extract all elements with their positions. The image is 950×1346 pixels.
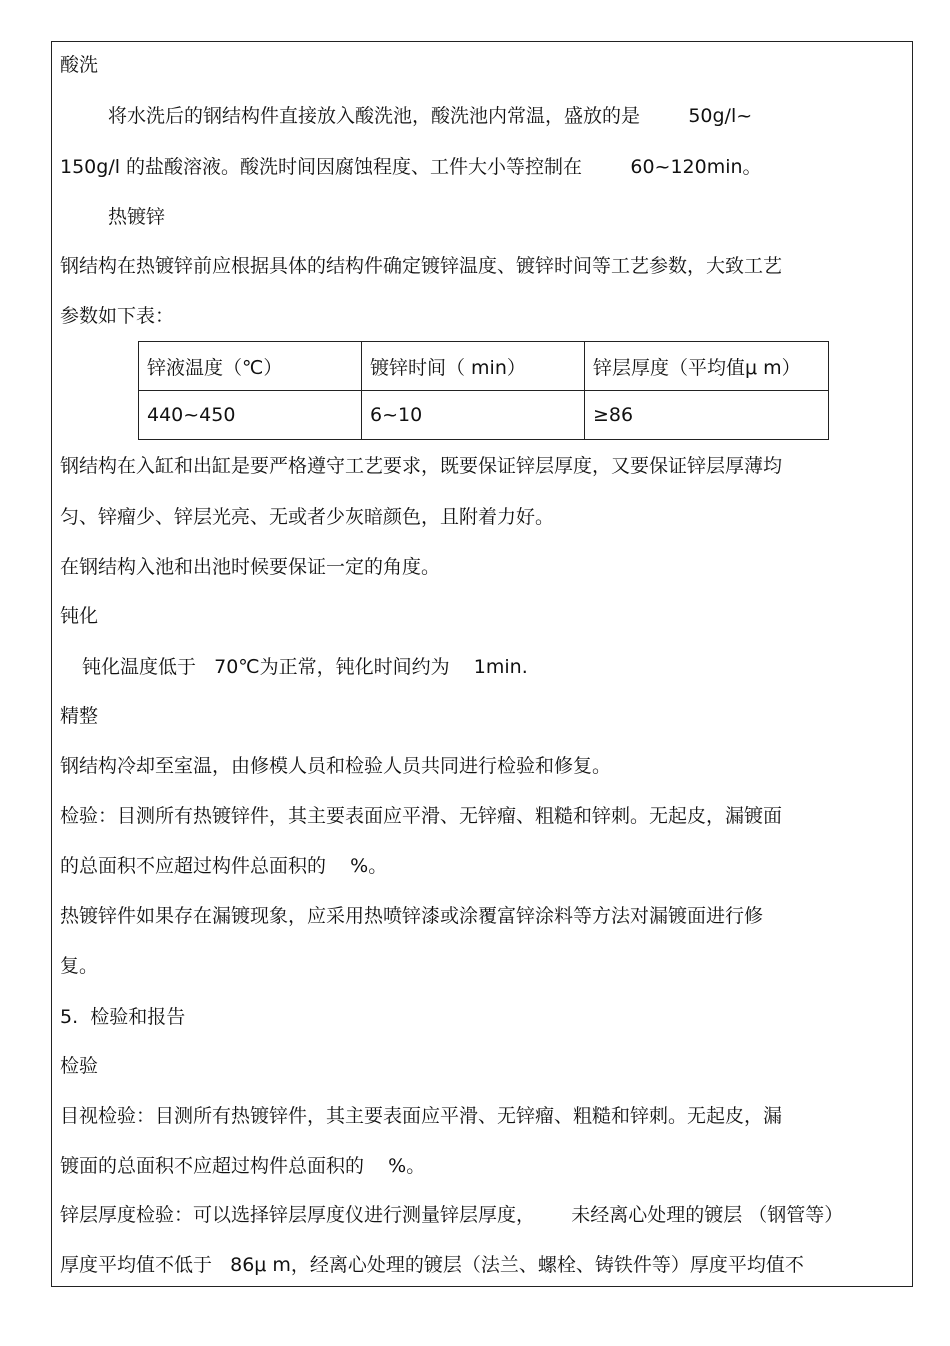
pickling-paragraph-line-1: 将水洗后的钢结构件直接放入酸洗池，酸洗池内常温，盛放的是 50g/l~ bbox=[108, 105, 753, 127]
table-header-cell: 锌液温度（℃） bbox=[139, 342, 362, 391]
table-cell: 6~10 bbox=[362, 391, 585, 440]
heading-pickling: 酸洗 bbox=[60, 54, 99, 76]
paragraph-line: 的总面积不应超过构件总面积的 %。 bbox=[60, 855, 388, 877]
paragraph-line: 锌层厚度检验：可以选择锌层厚度仪进行测量锌层厚度， 未经离心处理的镀层 （钢管等） bbox=[60, 1204, 844, 1226]
table-header-row bbox=[139, 342, 829, 391]
pickling-paragraph-line-2: 150g/l 的盐酸溶液。酸洗时间因腐蚀程度、工件大小等控制在 60~120min。 bbox=[60, 156, 762, 178]
heading-inspection-and-report: 5. 检验和报告 bbox=[60, 1006, 186, 1028]
paragraph-line: 厚度平均值不低于 86μ m，经离心处理的镀层（法兰、螺栓、铸铁件等）厚度平均值不 bbox=[60, 1254, 804, 1276]
paragraph-line: 镀面的总面积不应超过构件总面积的 %。 bbox=[60, 1155, 426, 1177]
table-cell: ≥86 bbox=[585, 391, 829, 440]
paragraph-line: 匀、锌瘤少、锌层光亮、无或者少灰暗颜色，且附着力好。 bbox=[60, 506, 555, 528]
table-row bbox=[139, 391, 829, 440]
heading-passivation: 钝化 bbox=[60, 605, 99, 627]
table-cell: 440~450 bbox=[139, 391, 362, 440]
paragraph-line: 复。 bbox=[60, 955, 99, 977]
paragraph-line: 钢结构在入缸和出缸是要严格遵守工艺要求，既要保证锌层厚度，又要保证锌层厚薄均 bbox=[60, 455, 783, 477]
paragraph-line: 在钢结构入池和出池时候要保证一定的角度。 bbox=[60, 556, 441, 578]
passivation-paragraph: 钝化温度低于 70℃为正常，钝化时间约为 1min. bbox=[82, 656, 528, 678]
galvanizing-parameter-table bbox=[138, 341, 829, 440]
paragraph-line: 检验：目测所有热镀锌件，其主要表面应平滑、无锌瘤、粗糙和锌刺。无起皮，漏镀面 bbox=[60, 805, 783, 827]
paragraph-line: 热镀锌件如果存在漏镀现象，应采用热喷锌漆或涂覆富锌涂料等方法对漏镀面进行修 bbox=[60, 905, 764, 927]
paragraph-line: 目视检验：目测所有热镀锌件，其主要表面应平滑、无锌瘤、粗糙和锌刺。无起皮，漏 bbox=[60, 1105, 783, 1127]
heading-finishing: 精整 bbox=[60, 705, 99, 727]
paragraph-line: 钢结构冷却至室温，由修模人员和检验人员共同进行检验和修复。 bbox=[60, 755, 612, 777]
galvanizing-paragraph-line-1: 钢结构在热镀锌前应根据具体的结构件确定镀锌温度、镀锌时间等工艺参数，大致工艺 bbox=[60, 255, 783, 277]
galvanizing-paragraph-line-2: 参数如下表： bbox=[60, 305, 175, 327]
heading-hot-dip-galvanizing: 热镀锌 bbox=[108, 206, 166, 228]
heading-inspection: 检验 bbox=[60, 1055, 99, 1077]
table-header-cell: 镀锌时间（ min） bbox=[362, 342, 585, 391]
table-header-cell: 锌层厚度（平均值μ m） bbox=[585, 342, 829, 391]
